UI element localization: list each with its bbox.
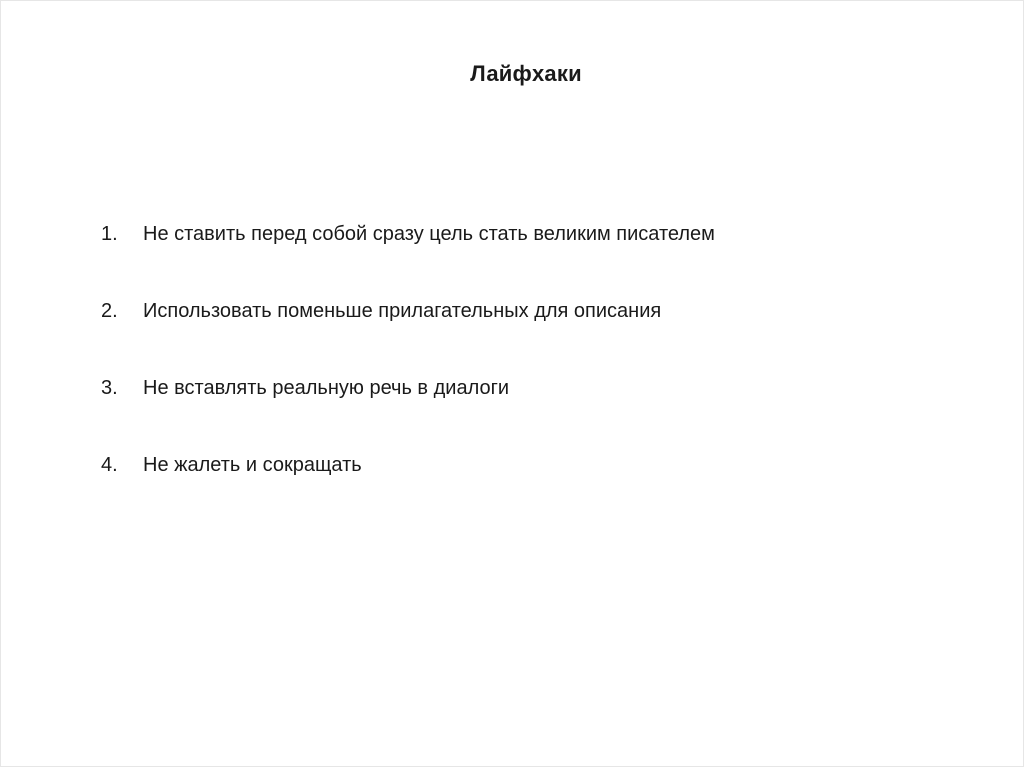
list-item-number: 3. bbox=[101, 377, 118, 399]
list-item bbox=[101, 300, 715, 377]
list-item bbox=[101, 377, 715, 454]
list-item-text: Не жалеть и сокращать bbox=[143, 454, 362, 476]
list-item bbox=[101, 454, 715, 531]
list-item-number: 1. bbox=[101, 223, 118, 245]
list-item-text: Не ставить перед собой сразу цель стать великим писателем bbox=[143, 223, 715, 245]
list-item-number: 4. bbox=[101, 454, 118, 476]
list-item bbox=[101, 223, 715, 300]
tips-list bbox=[101, 223, 715, 531]
slide-title: Лайфхаки bbox=[470, 61, 582, 86]
list-item-text: Использовать поменьше прилагательных для описания bbox=[143, 300, 662, 322]
list-item-number: 2. bbox=[101, 300, 118, 322]
list-item-text: Не вставлять реальную речь в диалоги bbox=[143, 377, 510, 399]
